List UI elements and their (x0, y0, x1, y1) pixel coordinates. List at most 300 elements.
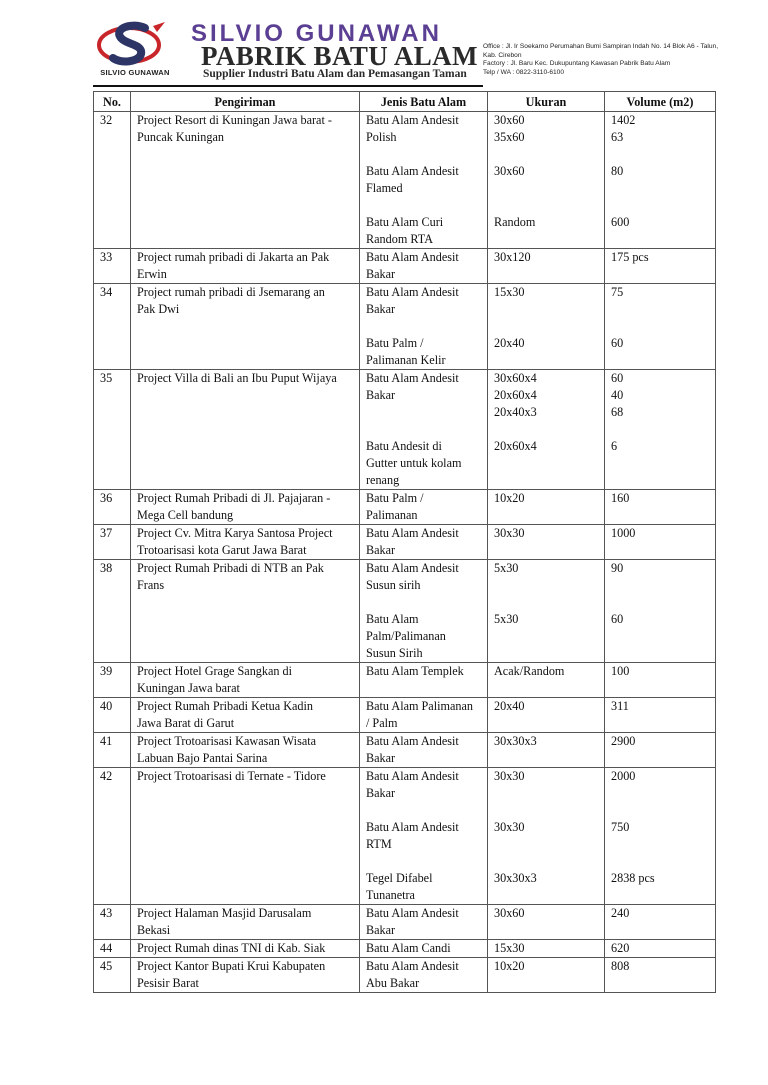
size-cell (488, 905, 605, 940)
size-line (494, 352, 598, 369)
size-line (494, 231, 598, 248)
size-line (494, 577, 598, 594)
volume-line: 2838 pcs (611, 871, 655, 885)
row-number: 38 (94, 560, 131, 663)
row-number: 43 (94, 905, 131, 940)
stone-type-line: Batu Alam Andesit (366, 285, 459, 299)
volume-line: 808 (611, 959, 630, 973)
shipment-line: Project Rumah Pribadi Ketua Kadin (137, 699, 314, 713)
shipment-line: Project Trotoarisasi Kawasan Wisata (137, 734, 317, 748)
project-table (93, 91, 716, 993)
volume-line (611, 542, 709, 559)
stone-type-group (366, 163, 481, 197)
volume-line: 100 (611, 664, 630, 678)
stone-type-group (366, 284, 481, 318)
table-row (94, 905, 716, 940)
size-line (494, 975, 598, 992)
size-group (494, 819, 598, 853)
table-row (94, 490, 716, 525)
stone-type-line: Batu Alam Palimanan (366, 699, 473, 713)
shipment-line: Project Halaman Masjid Darusalam (137, 906, 312, 920)
stone-type-group (366, 940, 481, 957)
stone-type-line: Batu Alam Curi (366, 215, 444, 229)
stone-type-line: Batu Alam Andesit (366, 250, 459, 264)
stone-type-line: Batu Alam Andesit (366, 371, 459, 385)
volume-group (611, 438, 709, 489)
row-number: 33 (94, 249, 131, 284)
stone-type-cell (360, 958, 488, 993)
stone-type-line: Gutter untuk kolam (366, 456, 462, 470)
volume-line (611, 507, 709, 524)
volume-line: 60 (611, 612, 624, 626)
volume-line (611, 628, 709, 645)
stone-type-group (366, 214, 481, 248)
stone-type-line: Batu Alam Andesit (366, 769, 459, 783)
volume-line: 90 (611, 561, 624, 575)
stone-type-group (366, 370, 481, 421)
size-line: 30x30 (494, 769, 525, 783)
shipment-line: Project rumah pribadi di Jsemarang an (137, 285, 325, 299)
volume-line (611, 715, 709, 732)
table-row (94, 370, 716, 490)
volume-cell (605, 940, 716, 958)
table-row (94, 112, 716, 249)
size-line: 20x40 (494, 699, 525, 713)
contact-factory: Factory : Jl. Baru Kec. Dukupuntang Kawasan Pabrik Batu Alam (483, 60, 671, 68)
volume-line (611, 180, 709, 197)
volume-group (611, 768, 709, 802)
volume-group (611, 958, 709, 992)
shipment-line: Project Cv. Mitra Karya Santosa Project (137, 526, 333, 540)
stone-type-group (366, 611, 481, 662)
volume-line (611, 836, 709, 853)
volume-line (611, 975, 709, 992)
table-row (94, 698, 716, 733)
table-row (94, 525, 716, 560)
size-group (494, 249, 598, 283)
row-number: 41 (94, 733, 131, 768)
volume-cell (605, 698, 716, 733)
size-group (494, 214, 598, 248)
shipment-cell (131, 525, 360, 560)
volume-cell (605, 490, 716, 525)
table-row (94, 768, 716, 905)
shipment-cell (131, 768, 360, 905)
stone-type-line: Batu Alam Andesit (366, 820, 459, 834)
stone-type-group (366, 525, 481, 559)
volume-line (611, 472, 709, 489)
volume-line: 175 pcs (611, 250, 649, 264)
stone-type-line: Bakar (366, 786, 396, 800)
volume-cell (605, 112, 716, 249)
volume-line (611, 266, 709, 283)
row-number: 32 (94, 112, 131, 249)
stone-type-group (366, 663, 481, 680)
stone-type-line: Batu Alam Andesit (366, 734, 459, 748)
stone-type-cell (360, 370, 488, 490)
size-line: 30x60 (494, 113, 525, 127)
size-group (494, 733, 598, 767)
volume-group (611, 870, 709, 904)
stone-type-cell (360, 663, 488, 698)
size-group (494, 940, 598, 957)
shipment-cell (131, 249, 360, 284)
row-number: 40 (94, 698, 131, 733)
stone-type-line: Batu Alam (366, 612, 419, 626)
volume-line (611, 231, 709, 248)
size-line: 30x30x3 (494, 734, 537, 748)
size-line: Random (494, 215, 536, 229)
volume-line: 63 (611, 130, 624, 144)
size-group (494, 335, 598, 369)
volume-group (611, 698, 709, 732)
volume-group (611, 611, 709, 662)
shipment-line: Project Rumah Pribadi di Jl. Pajajaran - (137, 491, 331, 505)
size-cell (488, 733, 605, 768)
volume-cell (605, 768, 716, 905)
size-line (494, 922, 598, 939)
size-group (494, 163, 598, 197)
size-line: 30x30x3 (494, 871, 537, 885)
size-cell (488, 940, 605, 958)
shipment-cell (131, 958, 360, 993)
volume-group (611, 249, 709, 283)
shipment-cell (131, 560, 360, 663)
shipment-line: Pak Dwi (137, 302, 180, 316)
shipment-cell (131, 940, 360, 958)
size-group (494, 698, 598, 732)
contact-phone: Telp / WA : 0822-3110-6100 (483, 68, 565, 76)
volume-line (611, 577, 709, 594)
volume-cell (605, 663, 716, 698)
size-line: 10x20 (494, 959, 525, 973)
volume-cell (605, 733, 716, 768)
volume-line: 620 (611, 941, 630, 955)
row-number: 39 (94, 663, 131, 698)
stone-type-line: Palm/Palimanan (366, 629, 446, 643)
size-group (494, 663, 598, 680)
row-number: 45 (94, 958, 131, 993)
stone-type-cell (360, 940, 488, 958)
stone-type-line: renang (366, 473, 400, 487)
volume-group (611, 905, 709, 939)
size-line (494, 785, 598, 802)
size-group (494, 284, 598, 318)
row-number: 34 (94, 284, 131, 370)
column-header-jenis: Jenis Batu Alam (360, 92, 488, 112)
stone-type-line: Bakar (366, 267, 396, 281)
stone-type-group (366, 490, 481, 524)
stone-type-group (366, 870, 481, 904)
stone-type-line: Bakar (366, 302, 396, 316)
size-group (494, 112, 598, 146)
size-line: Acak/Random (494, 664, 565, 678)
shipment-line: Mega Cell bandung (137, 508, 234, 522)
stone-type-group (366, 560, 481, 594)
volume-line: 2900 (611, 734, 636, 748)
size-group (494, 958, 598, 992)
size-line: 5x30 (494, 612, 519, 626)
stone-type-cell (360, 698, 488, 733)
shipment-line: Project Hotel Grage Sangkan di (137, 664, 293, 678)
stone-type-line: Palimanan Kelir (366, 353, 446, 367)
volume-line: 600 (611, 215, 630, 229)
stone-type-cell (360, 490, 488, 525)
size-line (494, 266, 598, 283)
volume-group (611, 560, 709, 594)
size-line: 30x30 (494, 820, 525, 834)
stone-type-line: Batu Palm / (366, 491, 424, 505)
stone-type-line: Batu Alam Andesit (366, 526, 459, 540)
stone-type-group (366, 905, 481, 939)
size-cell (488, 768, 605, 905)
volume-group (611, 112, 709, 146)
size-line (494, 715, 598, 732)
size-group (494, 905, 598, 939)
size-group (494, 438, 598, 489)
shipment-cell (131, 490, 360, 525)
shipment-line: Frans (137, 578, 165, 592)
stone-type-group (366, 112, 481, 146)
size-line: 10x20 (494, 491, 525, 505)
stone-type-line (366, 404, 481, 421)
volume-cell (605, 958, 716, 993)
stone-type-group (366, 958, 481, 992)
stone-type-line: Batu Andesit di (366, 439, 442, 453)
stone-type-line: Batu Alam Andesit (366, 906, 459, 920)
table-row (94, 560, 716, 663)
stone-type-group (366, 733, 481, 767)
stone-type-line: Batu Alam Andesit (366, 164, 459, 178)
stone-type-group (366, 335, 481, 369)
stone-type-line: Random RTA (366, 232, 434, 246)
shipment-line: Project Trotoarisasi di Ternate - Tidore (137, 769, 326, 783)
shipment-cell (131, 663, 360, 698)
volume-line (611, 455, 709, 472)
table-row (94, 733, 716, 768)
size-cell (488, 698, 605, 733)
size-cell (488, 490, 605, 525)
volume-line: 40 (611, 388, 624, 402)
size-cell (488, 370, 605, 490)
size-cell (488, 249, 605, 284)
shipment-cell (131, 370, 360, 490)
volume-line: 75 (611, 285, 624, 299)
contact-info (483, 43, 733, 77)
size-line: 35x60 (494, 130, 525, 144)
shipment-line: Project Rumah Pribadi di NTB an Pak (137, 561, 324, 575)
size-group (494, 611, 598, 662)
stone-type-line: Tegel Difabel (366, 871, 433, 885)
stone-type-group (366, 768, 481, 802)
stone-type-line: Batu Alam Andesit (366, 113, 459, 127)
stone-type-line: Batu Alam Andesit (366, 959, 459, 973)
size-group (494, 870, 598, 904)
size-line: 20x40 (494, 336, 525, 350)
size-line (494, 836, 598, 853)
stone-type-line: Batu Alam Andesit (366, 561, 459, 575)
size-line (494, 507, 598, 524)
stone-type-line: Bakar (366, 923, 396, 937)
volume-cell (605, 905, 716, 940)
shipment-cell (131, 284, 360, 370)
volume-group (611, 525, 709, 559)
size-line: 20x60x4 (494, 439, 537, 453)
volume-cell (605, 370, 716, 490)
contact-office: Office : Jl. Ir Soekarno Perumahan Bumi Sampiran Indah No. 14 Blok A6 - Talun, Kab. Cirebon (483, 43, 719, 59)
volume-group (611, 214, 709, 248)
stone-type-line: Susun sirih (366, 578, 421, 592)
stone-type-cell (360, 905, 488, 940)
volume-line: 1000 (611, 526, 636, 540)
size-line: 5x30 (494, 561, 519, 575)
volume-line: 60 (611, 371, 624, 385)
column-header-pengiriman: Pengiriman (131, 92, 360, 112)
size-line (494, 887, 598, 904)
size-line (494, 472, 598, 489)
volume-line (611, 301, 709, 318)
shipment-line: Jawa Barat di Garut (137, 716, 235, 730)
volume-line (611, 922, 709, 939)
size-line: 15x30 (494, 941, 525, 955)
size-line (494, 645, 598, 662)
stone-type-cell (360, 249, 488, 284)
shipment-line: Kuningan Jawa barat (137, 681, 240, 695)
size-line (494, 455, 598, 472)
letterhead (93, 18, 733, 88)
shipment-cell (131, 905, 360, 940)
stone-type-line: Polish (366, 130, 397, 144)
table-header-row (94, 92, 716, 112)
stone-type-line: Bakar (366, 543, 396, 557)
shipment-line: Bekasi (137, 923, 171, 937)
table-row (94, 958, 716, 993)
volume-line (611, 645, 709, 662)
shipment-cell (131, 733, 360, 768)
shipment-cell (131, 698, 360, 733)
volume-group (611, 370, 709, 421)
stone-type-line: Bakar (366, 751, 396, 765)
stone-type-line: Bakar (366, 388, 396, 402)
size-group (494, 560, 598, 594)
size-line: 30x60x4 (494, 371, 537, 385)
stone-type-cell (360, 733, 488, 768)
stone-type-line: Batu Alam Templek (366, 664, 464, 678)
volume-group (611, 284, 709, 318)
row-number: 36 (94, 490, 131, 525)
stone-type-group (366, 438, 481, 489)
volume-group (611, 733, 709, 767)
shipment-line: Erwin (137, 267, 167, 281)
volume-line: 311 (611, 699, 629, 713)
volume-line: 2000 (611, 769, 636, 783)
size-group (494, 525, 598, 559)
stone-type-line: Abu Bakar (366, 976, 420, 990)
logo-caption: SILVIO GUNAWAN (100, 68, 170, 77)
volume-line (611, 785, 709, 802)
table-row (94, 249, 716, 284)
size-line (494, 542, 598, 559)
table-row (94, 663, 716, 698)
shipment-line: Project Resort di Kuningan Jawa barat - (137, 113, 332, 127)
shipment-line: Project Villa di Bali an Ibu Puput Wijaya (137, 371, 337, 385)
volume-line (611, 887, 709, 904)
row-number: 44 (94, 940, 131, 958)
company-subtitle: PABRIK BATU ALAM (201, 41, 478, 71)
size-line (494, 628, 598, 645)
stone-type-cell (360, 284, 488, 370)
volume-group (611, 940, 709, 957)
size-line: 20x40x3 (494, 405, 537, 419)
volume-group (611, 663, 709, 680)
company-logo (93, 20, 177, 80)
volume-line: 60 (611, 336, 624, 350)
column-header-volume: Volume (m2) (605, 92, 716, 112)
volume-group (611, 335, 709, 369)
size-cell (488, 560, 605, 663)
row-number: 42 (94, 768, 131, 905)
shipment-line: Trotoarisasi kota Garut Jawa Barat (137, 543, 307, 557)
volume-cell (605, 560, 716, 663)
column-header-no: No. (94, 92, 131, 112)
volume-line: 6 (611, 439, 618, 453)
stone-type-cell (360, 525, 488, 560)
stone-type-group (366, 698, 481, 732)
size-cell (488, 284, 605, 370)
stone-type-line: Susun Sirih (366, 646, 423, 660)
stone-type-cell (360, 112, 488, 249)
shipment-line: Project rumah pribadi di Jakarta an Pak (137, 250, 330, 264)
size-line: 30x60 (494, 906, 525, 920)
logo-s-emblem-icon (93, 20, 177, 70)
volume-line (611, 352, 709, 369)
table-body (94, 112, 716, 993)
row-number: 37 (94, 525, 131, 560)
brand-name: SILVIO GUNAWAN (191, 20, 442, 47)
size-group (494, 490, 598, 524)
header-divider (93, 85, 483, 87)
size-cell (488, 958, 605, 993)
volume-line: 68 (611, 405, 624, 419)
column-header-ukuran: Ukuran (488, 92, 605, 112)
row-number: 35 (94, 370, 131, 490)
table-row (94, 284, 716, 370)
volume-line: 240 (611, 906, 630, 920)
size-group (494, 768, 598, 802)
size-line (494, 750, 598, 767)
stone-type-cell (360, 560, 488, 663)
volume-group (611, 490, 709, 524)
shipment-cell (131, 112, 360, 249)
volume-line: 160 (611, 491, 630, 505)
volume-group (611, 819, 709, 853)
company-tagline: Supplier Industri Batu Alam dan Pemasangan Taman (203, 68, 467, 80)
volume-group (611, 163, 709, 197)
table-row (94, 940, 716, 958)
stone-type-line: Batu Palm / (366, 336, 424, 350)
size-line: 30x30 (494, 526, 525, 540)
volume-line: 80 (611, 164, 624, 178)
shipment-line: Project Rumah dinas TNI di Kab. Siak (137, 941, 326, 955)
stone-type-line: / Palm (366, 716, 398, 730)
size-line: 20x60x4 (494, 388, 537, 402)
shipment-line: Pesisir Barat (137, 976, 199, 990)
size-line: 15x30 (494, 285, 525, 299)
stone-type-group (366, 819, 481, 853)
size-line (494, 301, 598, 318)
shipment-line: Puncak Kuningan (137, 130, 224, 144)
size-cell (488, 663, 605, 698)
